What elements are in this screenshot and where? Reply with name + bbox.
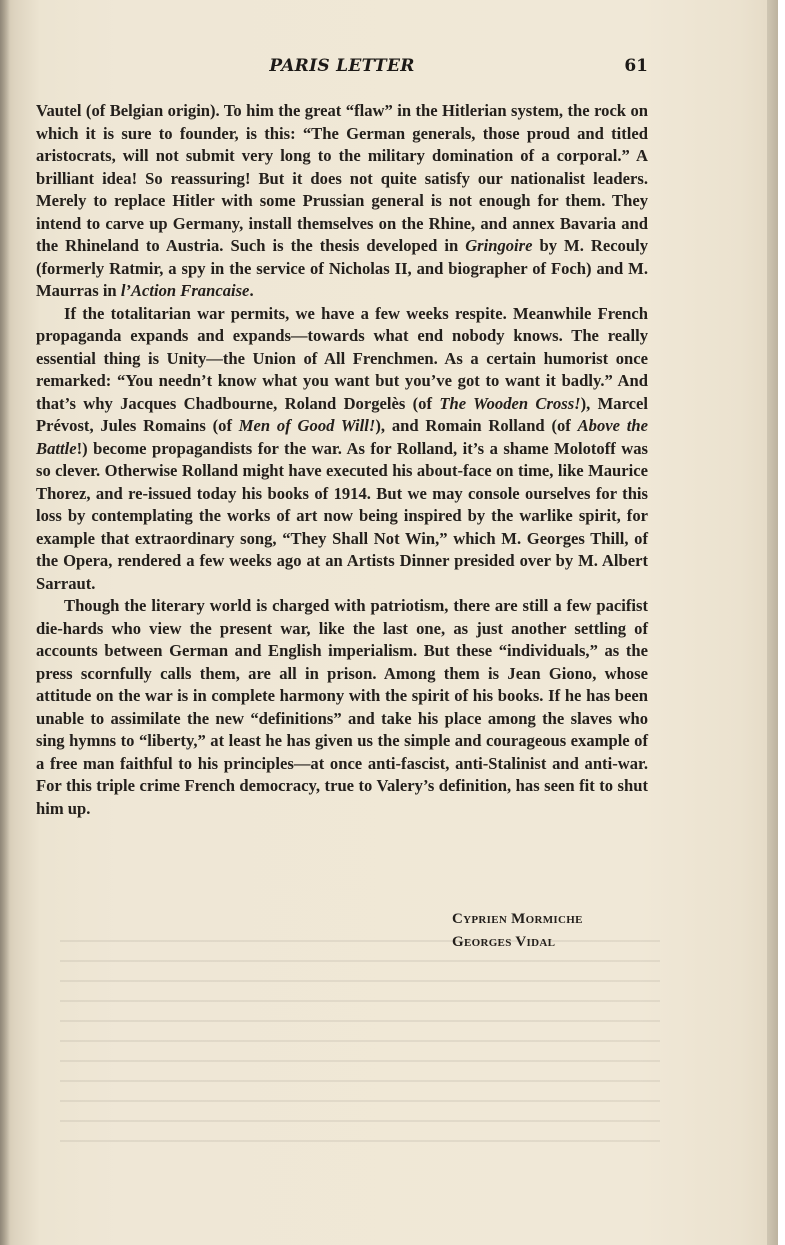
show-through-text: [60, 940, 660, 1160]
page-number: 61: [624, 56, 648, 76]
running-title: PARIS LETTER: [269, 56, 415, 76]
binding-shadow: [0, 0, 10, 1245]
paragraph-3: Though the literary world is charged with patriotism, there are still a few pacifist die-hards who view the present war, like the last one, as just another settling of accounts between German and English imperialism. But these “individuals,” as the press scornfully calls them, are all in prison. Among them is Jean Giono, whose attitude on the war is in complete harmony with the spirit of his books. If he has been unable to assimilate the new “definitions” and take his place among the slaves who sing hymns to “liberty,” at least he has given us the simple and courageous example of a free man faithful to his principles—at once anti-fascist, anti-Stalinist and anti-war. For this triple crime French democracy, true to Valery’s definition, has seen fit to shut him up.: [36, 596, 648, 818]
publication-title: l’Action Francaise: [120, 281, 250, 300]
publication-title: Gringoire: [465, 236, 533, 255]
article-body: [36, 100, 648, 820]
page-edge: [767, 0, 785, 1245]
author-name: Cyprien Mormiche: [452, 911, 583, 927]
paragraph-1: Vautel (of Belgian origin). To him the great “flaw” in the Hitlerian system, the rock on which it is sure to founder, is this: “The German generals, those proud and titled aristocrats, will not submit very long to the military domination of a corporal.” A brilliant idea! So reassuring! But it does not quite satisfy our nationalist leaders. Merely to replace Hitler with some Prussian general is not enough for them. They intend to carve up Germany, install themselves on the Rhine, and annex Bavaria and the Rhineland to Austria. Such is the thesis developed in Gringoire by M. Recouly (formerly Ratmir, a spy in the service of Nicholas II, and biographer of Foch) and M. Maurras in l’Action Francaise.: [36, 101, 648, 300]
paragraph-2: If the totalitarian war permits, we have a few weeks respite. Meanwhile French propaganda expands and expands—towards what end nobody knows. The really essential thing is Unity—the Union of All Frenchmen. As a certain humorist once remarked: “You needn’t know what you want but you’ve got to want it badly.” And that’s why Jacques Chadbourne, Roland Dorgelès (of The Wooden Cross!), Marcel Prévost, Jules Romains (of Men of Good Will!), and Romain Rolland (of Above the Battle!) become propagandists for the war. As for Rolland, it’s a shame Molotoff was so clever. Otherwise Rolland might have executed his about-face on time, like Maurice Thorez, and re-issued today his books of 1914. But we may console ourselves for this loss by contemplating the works of art now being inspired by the warlike spirit, for example that extraordinary song, “They Shall Not Win,” which M. Georges Thill, of the Opera, rendered a few weeks ago at an Artists Dinner presided over by M. Albert Sarraut.: [36, 303, 648, 593]
author-signatures: [452, 908, 583, 954]
book-title: Above the Battle: [36, 416, 648, 458]
author-name: Georges Vidal: [452, 934, 556, 950]
page-header: [36, 56, 648, 84]
book-title: The Wooden Cross!: [439, 393, 581, 413]
book-title: Men of Good Will!: [238, 416, 376, 435]
